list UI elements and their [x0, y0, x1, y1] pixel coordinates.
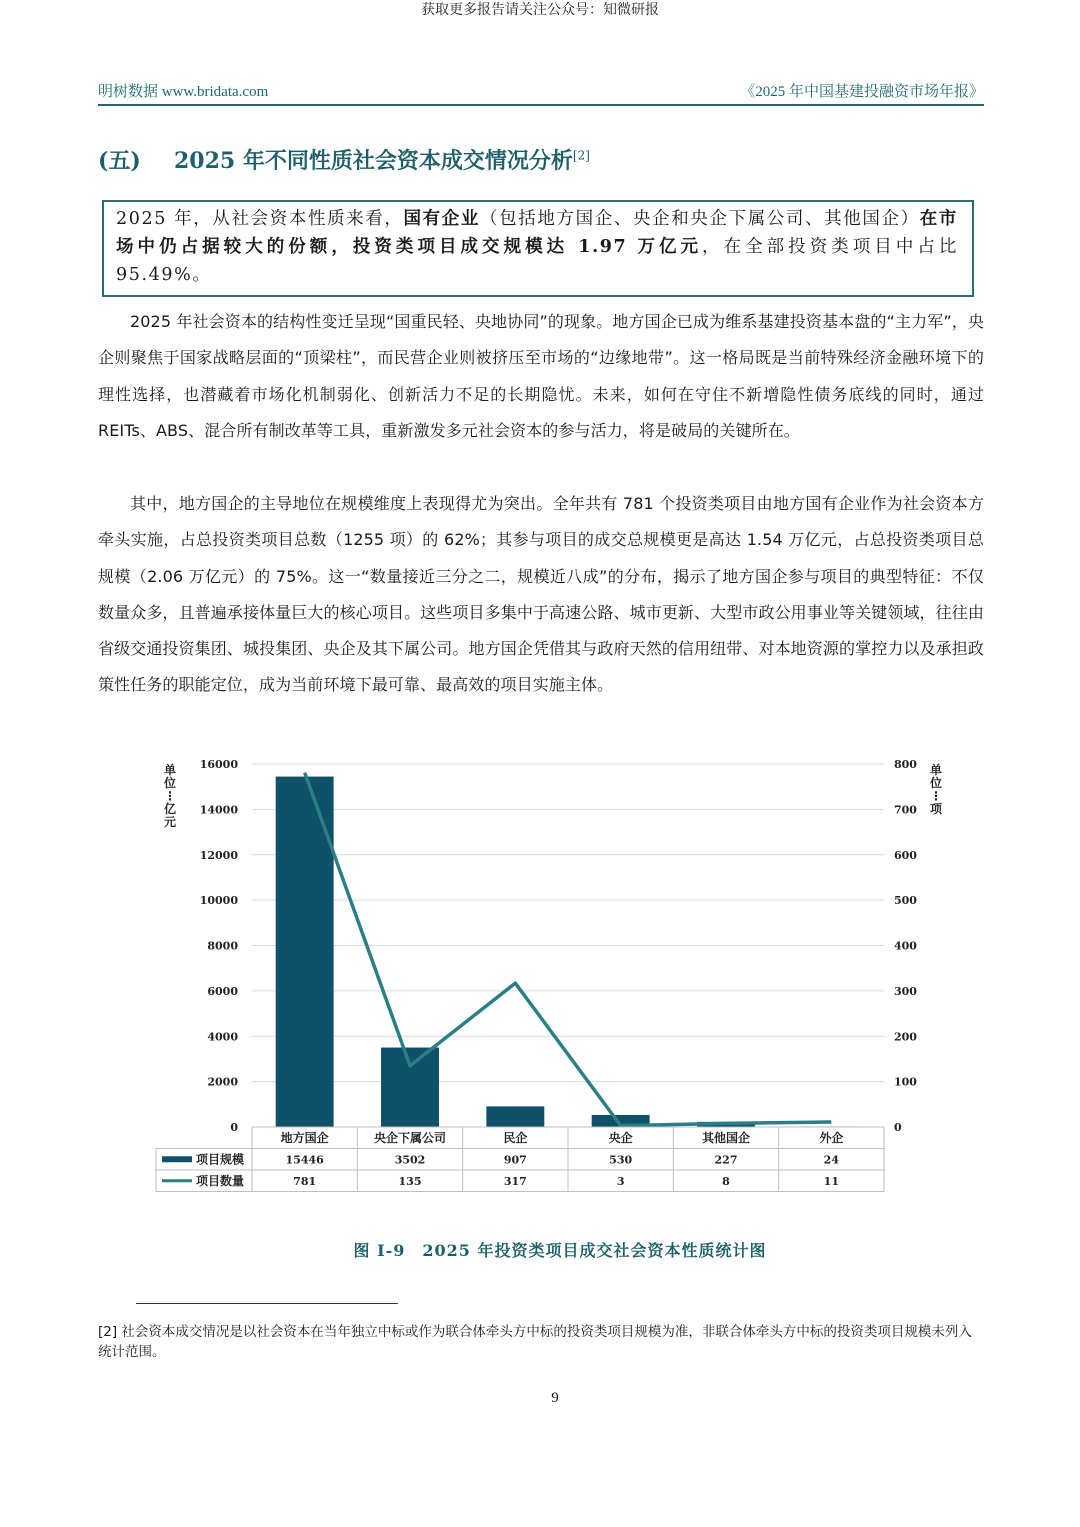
left-tick-label: 2000 [207, 1075, 238, 1089]
key-finding-text-3: ，在全部投资类项目中占比 95.49%。 [116, 237, 958, 285]
right-tick-label: 400 [894, 939, 917, 953]
combo-chart [150, 752, 950, 1202]
data-label: 781 [293, 1174, 317, 1188]
figure-caption: 图 I-9 2025 年投资类项目成交社会资本性质统计图 [353, 1241, 767, 1260]
right-tick-label: 200 [894, 1030, 917, 1044]
footnote-ref[interactable]: [2] [572, 148, 590, 163]
legend-label: 项目数量 [196, 1173, 245, 1188]
data-label: 3 [616, 1174, 625, 1188]
section-number: (五) [98, 148, 141, 174]
left-axis-title: 单位⋮亿元 [163, 763, 177, 829]
body-paragraph-2: 其中，地方国企的主导地位在规模维度上表现得尤为突出。全年共有 781 个投资类项目由地方国有企业作为社会资本方牵头实施，占总投资类项目总数（1255 项）的 62%；其参与项目的成交总规模更是高达 1.54 万亿元，占总投资类项目总规模（2.06 万亿元）的 75%。这一“数量接近三分之二，规模近八成”的分布，揭示了地方国企参与项目的典型特征：不仅数量众多，且普遍承接体量巨大的核心项目。这些项目多集中于高速公路、城市更新、大型市政公用事业等关键领域，往往由省级交通投资集团、城投集团、央企及其下属公司。地方国企凭借其与政府天然的信用纽带、对本地资源的掌控力以及承担政策性任务的职能定位，成为当前环境下最可靠、最高效的项目实施主体。 [98, 494, 984, 695]
header-left: 明树数据 www.bridata.com [98, 84, 269, 100]
category-label: 央企下属公司 [373, 1131, 447, 1145]
left-tick-label: 6000 [207, 984, 238, 998]
key-finding-bold-2: 在市场中仍占据较大的份额，投资类项目成交规模达 1.97 万亿元 [116, 209, 958, 257]
legend-swatch-bar [162, 1156, 192, 1162]
key-finding-text-1: 2025 年，从社会资本性质来看， [116, 209, 404, 229]
footnote: [2] 社会资本成交情况是以社会资本在当年独立中标或作为联合体牵头方中标的投资类项目规模为准，非联合体牵头方中标的投资类项目规模未列入统计范围。 [98, 1324, 972, 1360]
right-axis-title: 单位⋮项 [929, 763, 943, 816]
left-tick-label: 16000 [199, 758, 238, 771]
running-header [98, 80, 984, 106]
right-tick-label: 0 [894, 1121, 902, 1134]
category-label: 央企 [608, 1131, 633, 1145]
category-label: 其他国企 [701, 1131, 751, 1145]
bar [486, 1106, 544, 1127]
category-label: 外企 [819, 1131, 844, 1145]
key-finding-box [102, 200, 974, 297]
data-label: 530 [609, 1153, 633, 1167]
footnote-divider [136, 1303, 398, 1304]
header-right: 《2025 年中国基建投融资市场年报》 [740, 84, 984, 100]
left-tick-label: 10000 [199, 894, 238, 908]
right-tick-label: 800 [894, 758, 917, 771]
key-finding-text-2: （包括地方国企、央企和央企下属公司、其他国企） [480, 209, 920, 229]
left-tick-label: 14000 [199, 803, 238, 817]
data-label: 227 [714, 1153, 738, 1167]
right-tick-label: 300 [894, 984, 917, 998]
data-label: 11 [823, 1174, 839, 1188]
left-tick-label: 4000 [207, 1030, 238, 1044]
data-label: 907 [503, 1153, 527, 1167]
data-label: 24 [823, 1153, 839, 1167]
right-tick-label: 700 [894, 803, 917, 817]
data-label: 8 [722, 1174, 730, 1188]
chart-container [150, 752, 950, 1202]
left-tick-label: 0 [230, 1121, 238, 1134]
right-tick-label: 100 [894, 1075, 917, 1089]
section-title-text: 2025 年不同性质社会资本成交情况分析 [174, 148, 573, 174]
key-finding-bold-1: 国有企业 [403, 209, 481, 229]
page-number: 9 [551, 1390, 559, 1406]
bar [381, 1048, 439, 1127]
left-tick-label: 12000 [199, 848, 238, 862]
data-label: 135 [398, 1174, 422, 1188]
right-tick-label: 600 [894, 848, 917, 862]
top-banner: 获取更多报告请关注公众号：知微研报 [421, 2, 659, 18]
legend-label: 项目规模 [196, 1152, 245, 1167]
data-label: 15446 [285, 1153, 324, 1167]
left-tick-label: 8000 [207, 939, 238, 953]
right-tick-label: 500 [894, 894, 917, 908]
category-label: 民企 [503, 1131, 528, 1145]
data-label: 317 [503, 1174, 527, 1188]
body-paragraph-1: 2025 年社会资本的结构性变迁呈现“国重民轻、央地协同”的现象。地方国企已成为维系基建投资基本盘的“主力军”，央企则聚焦于国家战略层面的“顶梁柱”，而民营企业则被挤压至市场的“边缘地带”。这一格局既是当前特殊经济金融环境下的理性选择，也潜藏着市场化机制弱化、创新活力不足的长期隐忧。未来，如何在守住不新增隐性债务底线的同时，通过 REITs、ABS、混合所有制改革等工具，重新激发多元社会资本的参与活力，将是破局的关键所在。 [98, 312, 984, 440]
section-title [98, 144, 590, 175]
data-label: 3502 [394, 1153, 426, 1167]
category-label: 地方国企 [280, 1131, 329, 1145]
